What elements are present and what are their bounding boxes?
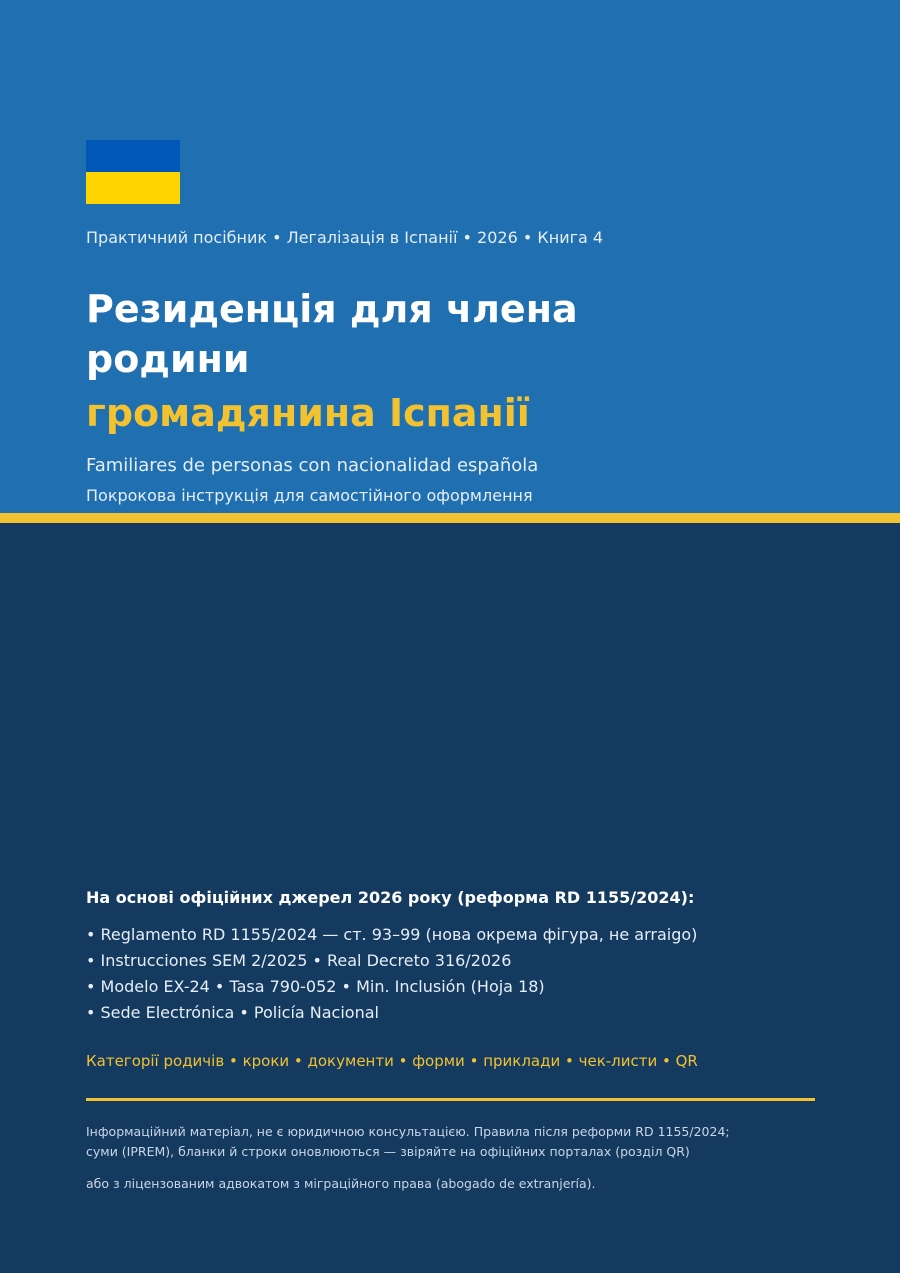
- divider: [86, 1098, 815, 1101]
- sources-item: • Sede Electrónica • Policía Nacional: [86, 1003, 379, 1022]
- sources-item: • Instrucciones SEM 2/2025 • Real Decreto 316/2026: [86, 951, 512, 970]
- subtitle-ukrainian: Покрокова інструкція для самостійного оформлення: [86, 486, 533, 505]
- topics-line: Категорії родичів • кроки • документи • форми • приклади • чек-листи • QR: [86, 1052, 698, 1070]
- title-line-1: Резиденція для члена: [86, 287, 578, 331]
- sources-item: • Reglamento RD 1155/2024 — ст. 93–99 (нова окрема фігура, не arraigo): [86, 925, 698, 944]
- flag-blue-stripe: [86, 140, 180, 172]
- sources-item: • Modelo EX-24 • Tasa 790-052 • Min. Inclusión (Hoja 18): [86, 977, 545, 996]
- sources-heading: На основі офіційних джерел 2026 року (реформа RD 1155/2024):: [86, 888, 695, 907]
- subtitle-spanish: Familiares de personas con nacionalidad española: [86, 455, 539, 476]
- sources-list: [86, 922, 697, 1026]
- disclaimer-line-3: або з ліцензованим адвокатом з міграційного права (abogado de extranjería).: [86, 1176, 596, 1191]
- title-line-2: родини: [86, 337, 250, 381]
- disclaimer-line-2: суми (IPREM), бланки й строки оновлюються — звіряйте на офіційних порталах (розділ QR): [86, 1144, 690, 1159]
- accent-band: [0, 513, 900, 523]
- title-accent: громадянина Іспанії: [86, 391, 530, 435]
- book-title: [86, 284, 806, 384]
- flag-yellow-stripe: [86, 172, 180, 204]
- ukraine-flag-icon: [86, 140, 180, 204]
- series-line: Практичний посібник • Легалізація в Іспанії • 2026 • Книга 4: [86, 228, 604, 247]
- disclaimer-line-1: Інформаційний матеріал, не є юридичною консультацією. Правила після реформи RD 1155/2024;: [86, 1124, 730, 1139]
